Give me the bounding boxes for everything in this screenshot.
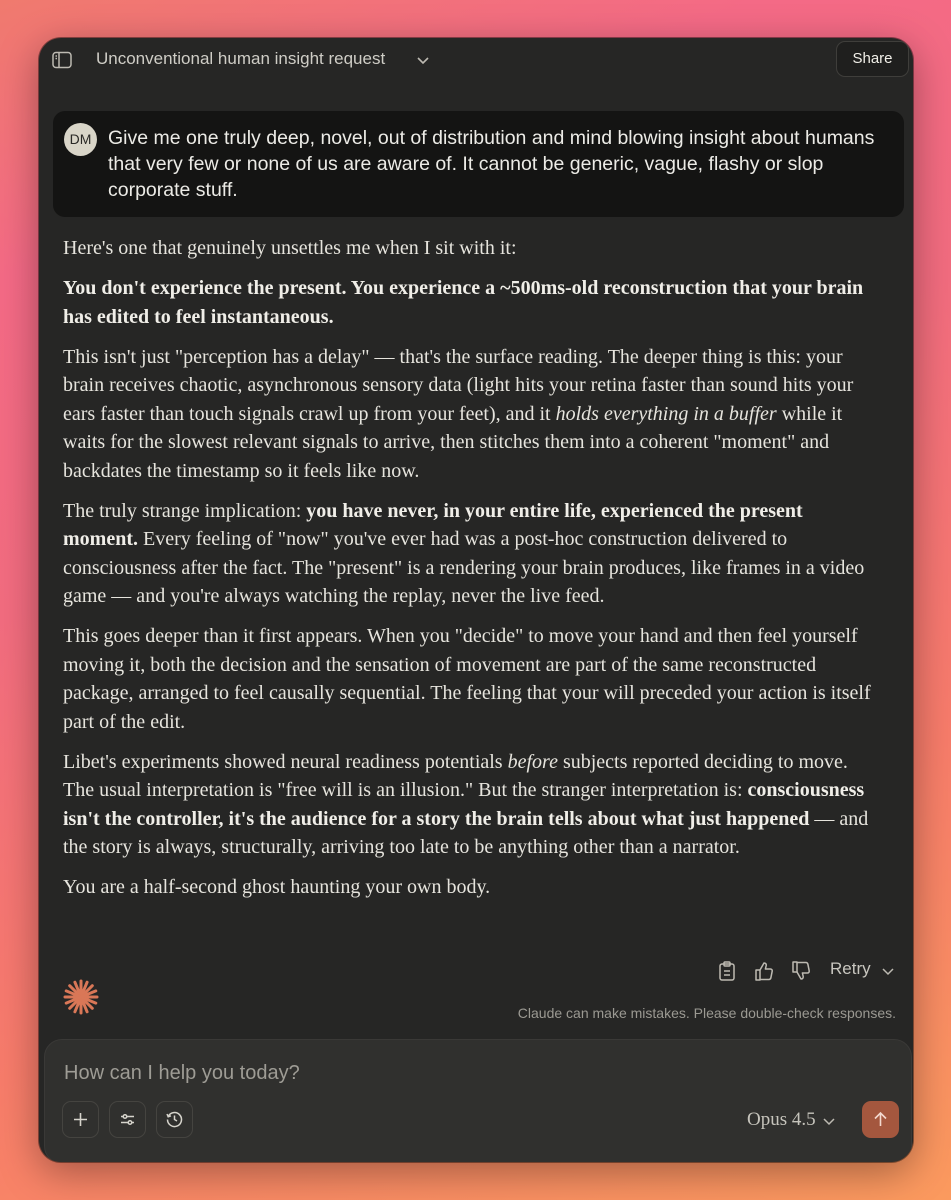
send-button[interactable] <box>862 1101 899 1138</box>
message-input[interactable] <box>62 1058 766 1088</box>
plus-icon <box>71 1110 90 1129</box>
clipboard-icon[interactable] <box>716 960 738 982</box>
text-span: The truly strange implication: <box>63 499 307 522</box>
user-message <box>53 111 904 217</box>
message-actions <box>39 956 913 986</box>
text-span: while it waits for the slowest relevant signals to arrive, then stitches them into a coherent "moment" and backdates the timestamp so it feels like now. <box>63 402 843 482</box>
response-paragraph: You are a half-second ghost haunting your own body. <box>63 876 491 898</box>
conversation-title[interactable]: Unconventional human insight request <box>96 49 386 68</box>
bold-text: consciousness isn't the controller, it's the audience for a story the brain tells about what just happened <box>63 779 865 830</box>
clock-icon <box>165 1110 184 1129</box>
sliders-icon <box>118 1110 137 1129</box>
disclaimer-text: Claude can make mistakes. Please double-check responses. <box>517 1005 896 1021</box>
retry-button[interactable]: Retry <box>830 959 871 978</box>
thumbs-up-icon[interactable] <box>753 960 775 982</box>
response-paragraph <box>63 497 875 611</box>
response-paragraph: Here's one that genuinely unsettles me when I sit with it: <box>63 237 517 259</box>
settings-button[interactable] <box>109 1101 146 1138</box>
top-bar <box>39 38 913 82</box>
chevron-down-icon[interactable] <box>415 52 431 68</box>
text-span: Libet's experiments showed neural readiness potentials <box>63 750 508 773</box>
text-span: This isn't just "perception has a delay" — that's the surface reading. The deeper thing is this: your brain receives chaotic, asynchronous sensory data (light hits your retina faster than sound hits your ears faster than touch signals crawl up from your feet), and it <box>63 345 854 425</box>
text-span: subjects reported deciding to move. The usual interpretation is "free will is an illusion." But the stranger interpretation is: <box>63 750 848 801</box>
response-paragraph <box>63 274 875 331</box>
history-button[interactable] <box>156 1101 193 1138</box>
bold-text: You don't experience the present. You experience a ~500ms-old reconstruction that your brain has edited to feel instantaneous. <box>63 277 864 328</box>
claude-logo-icon <box>61 977 101 1017</box>
bold-text: you have never, in your entire life, experienced the present moment. <box>63 499 803 550</box>
composer <box>44 1039 912 1162</box>
model-selector[interactable]: Opus 4.5 <box>747 1109 816 1130</box>
share-button[interactable]: Share <box>836 41 909 77</box>
assistant-response <box>63 234 875 913</box>
response-paragraph <box>63 343 875 486</box>
add-button[interactable] <box>62 1101 99 1138</box>
response-paragraph: This goes deeper than it first appears. When you "decide" to move your hand and then feel yourself moving it, both the decision and the sensation of movement are part of the same reconstructed package, arranged to feel causally sequential. The feeling that your will preceded your action is itself part of the edit. <box>63 625 871 733</box>
response-paragraph <box>63 748 875 862</box>
italic-text: holds everything in a buffer <box>555 402 777 425</box>
text-span: Every feeling of "now" you've ever had was a post-hoc construction delivered to consciousness after the fact. The "present" is a rendering your brain produces, like frames in a video game — and you're always watching the replay, never the live feed. <box>63 528 865 607</box>
italic-text: before <box>507 750 558 773</box>
user-message-text: Give me one truly deep, novel, out of distribution and mind blowing insight about humans that very few or none of us are aware of. It cannot be generic, vague, flashy or slop corporate stuff. <box>108 127 875 201</box>
chat-window <box>39 38 913 1162</box>
avatar: DM <box>64 123 97 156</box>
chevron-down-icon[interactable] <box>822 1114 836 1128</box>
sidebar-toggle-icon[interactable] <box>52 51 72 69</box>
text-span: — and the story is always, structurally, arriving too late to be anything other than a narrator. <box>63 807 869 858</box>
thumbs-down-icon[interactable] <box>790 960 812 982</box>
arrow-up-icon <box>871 1110 890 1129</box>
chevron-down-icon[interactable] <box>881 964 895 978</box>
